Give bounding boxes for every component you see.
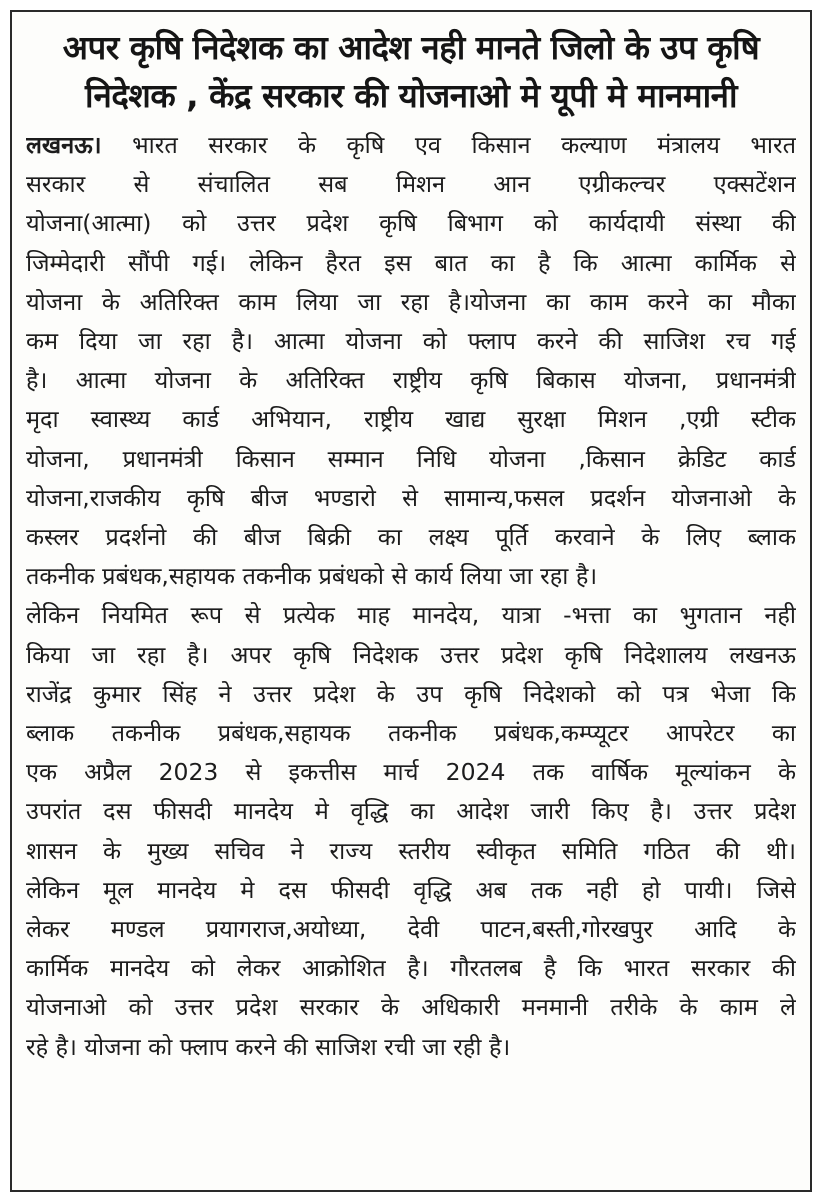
headline-line: निदेशक , केंद्र सरकार की योजनाओ मे यूपी मे मानमानी xyxy=(85,76,737,115)
article-line: सरकार से संचालित सब मिशन आन एग्रीकल्चर एक्सटेंशन xyxy=(26,170,796,199)
article-line-text: भारत सरकार के कृषि एव किसान कल्याण मंत्रालय भारत xyxy=(101,131,796,159)
article-line: योजना,राजकीय कृषि बीज भण्डारो से सामान्य,फसल प्रदर्शन योजनाओ के xyxy=(26,483,796,512)
article-line: लेकर मण्डल प्रयागराज,अयोध्या, देवी पाटन,बस्ती,गोरखपुर आदि के xyxy=(26,915,796,944)
article-line: योजना के अतिरिक्त काम लिया जा रहा है।योजना का काम करने का मौका xyxy=(26,287,796,316)
article-body xyxy=(12,126,810,1067)
newspaper-clipping xyxy=(10,10,812,1192)
dateline: लखनऊ। xyxy=(26,131,102,159)
article-line: कम दिया जा रहा है। आत्मा योजना को फ्लाप करने की साजिश रच गई xyxy=(26,327,796,356)
article-line: कस्लर प्रदर्शनो की बीज बिक्री का लक्ष्य पूर्ति करवाने के लिए ब्लाक xyxy=(26,523,796,552)
article-line: लेकिन मूल मानदेय मे दस फीसदी वृद्धि अब तक नही हो पायी। जिसे xyxy=(26,875,796,904)
article-line: है। आत्मा योजना के अतिरिक्त राष्ट्रीय कृषि बिकास योजना, प्रधानमंत्री xyxy=(26,366,796,395)
article-line: लेकिन नियमित रूप से प्रत्येक माह मानदेय, यात्रा -भत्ता का भुगतान नही xyxy=(26,601,796,630)
article-line: राजेंद्र कुमार सिंह ने उत्तर प्रदेश के उप कृषि निदेशको को पत्र भेजा कि xyxy=(26,679,796,708)
article-line: मृदा स्वास्थ्य कार्ड अभियान, राष्ट्रीय खाद्य सुरक्षा मिशन ,एग्री स्टीक xyxy=(26,405,796,434)
article-line: किया जा रहा है। अपर कृषि निदेशक उत्तर प्रदेश कृषि निदेशालय लखनऊ xyxy=(26,640,796,669)
article-line: जिम्मेदारी सौंपी गई। लेकिन हैरत इस बात का है कि आत्मा कार्मिक से xyxy=(26,248,796,277)
article-line: योजनाओ को उत्तर प्रदेश सरकार के अधिकारी मनमानी तरीके के काम ले xyxy=(26,993,796,1022)
article-line xyxy=(26,126,796,165)
article-line: ब्लाक तकनीक प्रबंधक,सहायक तकनीक प्रबंधक,कम्प्यूटर आपरेटर का xyxy=(26,719,796,748)
article-line: रहे है। योजना को फ्लाप करने की साजिश रची जा रही है। xyxy=(26,1032,511,1061)
article-line: योजना(आत्मा) को उत्तर प्रदेश कृषि बिभाग को कार्यदायी संस्था की xyxy=(26,209,796,238)
headline xyxy=(26,24,796,120)
article-line: एक अप्रैल 2023 से इकत्तीस मार्च 2024 तक वार्षिक मूल्यांकन के xyxy=(26,758,796,787)
article-line: कार्मिक मानदेय को लेकर आक्रोशित है। गौरतलब है कि भारत सरकार की xyxy=(26,954,796,983)
article-line: उपरांत दस फीसदी मानदेय मे वृद्धि का आदेश जारी किए है। उत्तर प्रदेश xyxy=(26,797,796,826)
headline-line: अपर कृषि निदेशक का आदेश नही मानते जिलो के उप कृषि xyxy=(62,28,760,67)
article-line: तकनीक प्रबंधक,सहायक तकनीक प्रबंधको से कार्य लिया जा रहा है। xyxy=(26,562,598,591)
article-line: योजना, प्रधानमंत्री किसान सम्मान निधि योजना ,किसान क्रेडिट कार्ड xyxy=(26,444,796,473)
article-line: शासन के मुख्य सचिव ने राज्य स्तरीय स्वीकृत समिति गठित की थी। xyxy=(26,836,796,865)
